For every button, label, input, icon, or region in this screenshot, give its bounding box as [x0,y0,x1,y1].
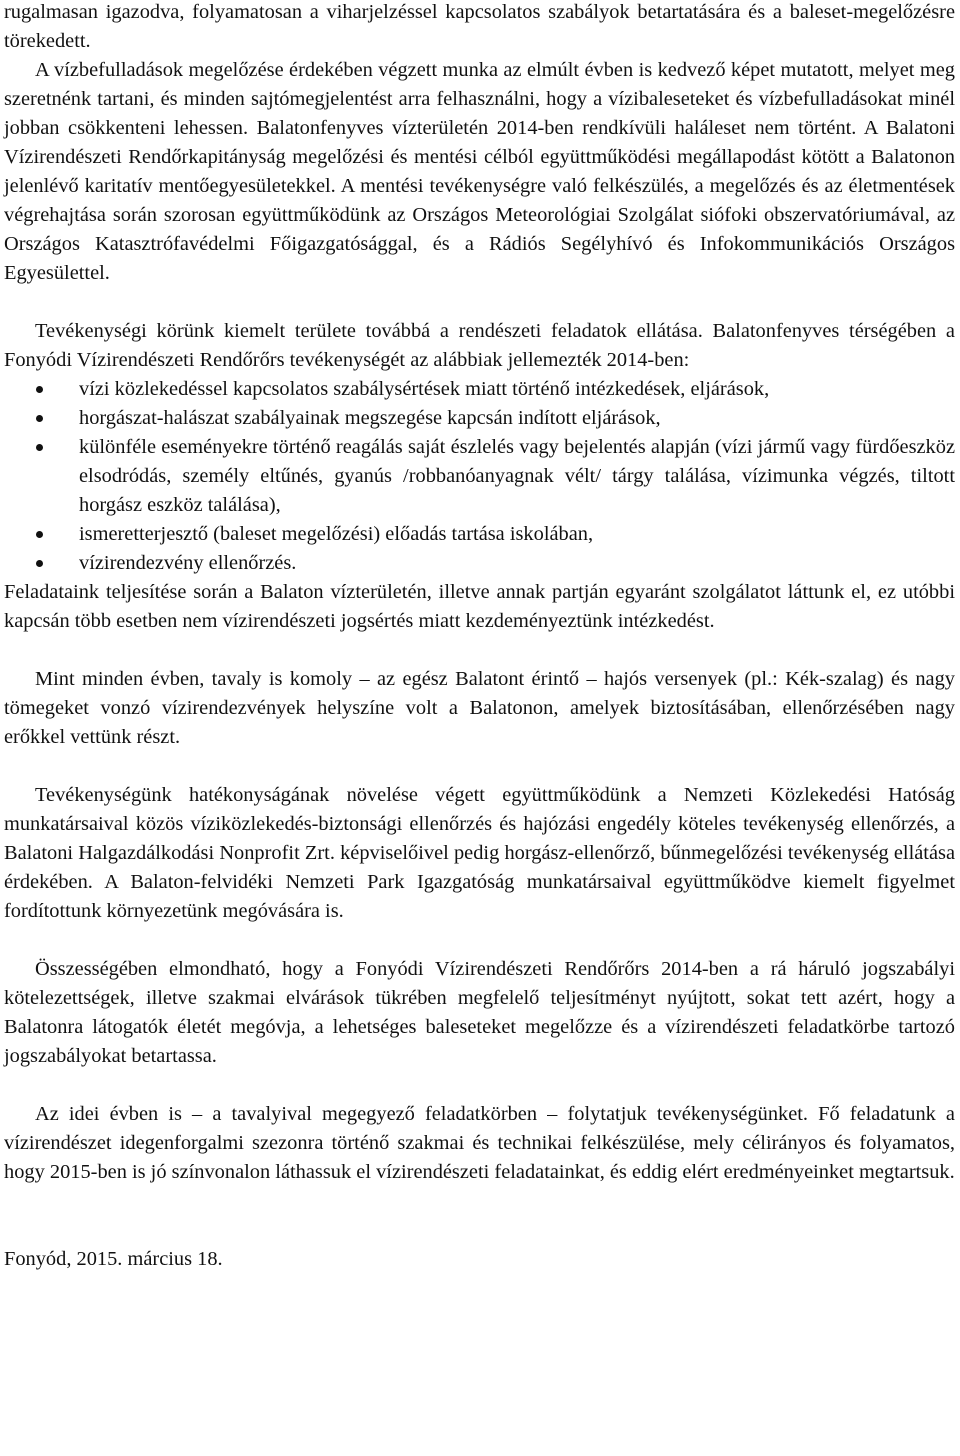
list-item-text: különféle eseményekre történő reagálás saját észlelés vagy bejelentés alapján (vízi jármű vagy fürdőeszköz elsodródás, személy eltűnés, gyanús /robbanóanyagnak vélt/ tárgy találása, vízimunka végzés, tiltott horgász eszköz találása), [79,436,955,516]
bullet-icon [36,386,43,393]
list-item [4,404,955,433]
bullet-icon [36,560,43,567]
bullet-icon [36,444,43,451]
cooperation-paragraph: Tevékenységünk hatékonyságának növelése végett együttműködünk a Nemzeti Közlekedési Hatóság munkatársaival közös víziközlekedés-biztonsági ellenőrzés és hajózási engedély köteles tevékenység ellenőrzés, a Balatoni Halgazdálkodási Nonprofit Zrt. képviselőivel pedig horgász-ellenőrző, bűnmegelőzési tevékenység ellátása érdekében. A Balaton-felvidéki Nemzeti Park Igazgatóság munkatársaival együttműködve kiemelt figyelmet fordítottunk környezetünk megóvására is. [4,784,955,922]
list-item-text: horgászat-halászat szabályainak megszegése kapcsán indított eljárások, [79,407,661,429]
list-item-text: vízirendezvény ellenőrzés. [79,552,297,574]
events-paragraph: Mint minden évben, tavaly is komoly – az egész Balatont érintő – hajós versenyek (pl.: Kék-szalag) és nagy tömegeket vonzó vízirendezvények helyszíne volt a Balatonon, amelyek biztosításában, ellenőrzésében nagy erőkkel vettünk részt. [4,668,955,748]
list-item [4,549,955,578]
list-item-text: vízi közlekedéssel kapcsolatos szabálysértések miatt történő intézkedések, eljárások, [79,378,770,400]
place-date: Fonyód, 2015. március 18. [4,1248,223,1270]
summary-paragraph: Összességében elmondható, hogy a Fonyódi Vízirendészeti Rendőrőrs 2014-ben a rá háruló jogszabályi kötelezettségek, illetve szakmai elvárások tükrében megfelelő teljesítményt nyújtott, sokat tett azért, hogy a Balatonra látogatók életét megóvja, a lehetséges baleseteket megelőzze és a vízirendészeti feladatkörbe tartozó jogszabályokat betartassa. [4,958,955,1067]
tasks-intro-paragraph: Tevékenységi körünk kiemelt területe továbbá a rendészeti feladatok ellátása. Balatonfenyves térségében a Fonyódi Vízirendészeti Rendőrőrs tevékenységét az alábbiak jellemezték 2014-ben: [4,320,955,371]
intro-continuation-paragraph: rugalmasan igazodva, folyamatosan a viharjelzéssel kapcsolatos szabályok betartatására és a baleset-megelőzésre törekedett. [4,1,955,52]
bullet-icon [36,531,43,538]
list-item [4,520,955,549]
list-item [4,433,955,520]
service-area-paragraph: Feladataink teljesítése során a Balaton vízterületén, illetve annak partján egyaránt szolgálatot láttunk el, ez utóbbi kapcsán több esetben nem vízirendészeti jogsértés miatt kezdeményeztünk intézkedést. [4,581,955,632]
drowning-prevention-paragraph: A vízbefulladások megelőzése érdekében végzett munka az elmúlt évben is kedvező képet mutatott, melyet meg szeretnénk tartani, és minden sajtómegjelentést arra felhasználni, hogy a vízibaleseteket és vízbefulladásokat minél jobban csökkenteni lehessen. Balatonfenyves vízterületén 2014-ben rendkívüli haláleset nem történt. A Balatoni Vízirendészeti Rendőrkapitányság megelőzési és mentési célból együttműködési megállapodást kötött a Balatonon jelenlévő karitatív mentőegyesületekkel. A mentési tevékenységre való felkészülés, a megelőzés és az életmentések végrehajtása során szorosan együttműködünk az Országos Meteorológiai Szolgálat siófoki obszervatóriumával, az Országos Katasztrófavédelmi Főigazgatósággal, és a Rádiós Segélyhívó és Infokommunikációs Országos Egyesülettel. [4,59,955,284]
list-item [4,375,955,404]
document-page [4,0,955,1274]
list-item-text: ismeretterjesztő (baleset megelőzési) előadás tartása iskolában, [79,523,594,545]
bullet-icon [36,415,43,422]
outlook-paragraph: Az idei évben is – a tavalyival megegyező feladatkörben – folytatjuk tevékenységünket. Fő feladatunk a vízirendészet idegenforgalmi szezonra történő szakmai és technikai felkészülése, mely célirányos és folyamatos, hogy 2015-ben is jó színvonalon láthassuk el vízirendészeti feladatainkat, és eddig elért eredményeinket megtartsuk. [4,1103,955,1183]
activities-list [4,375,955,578]
